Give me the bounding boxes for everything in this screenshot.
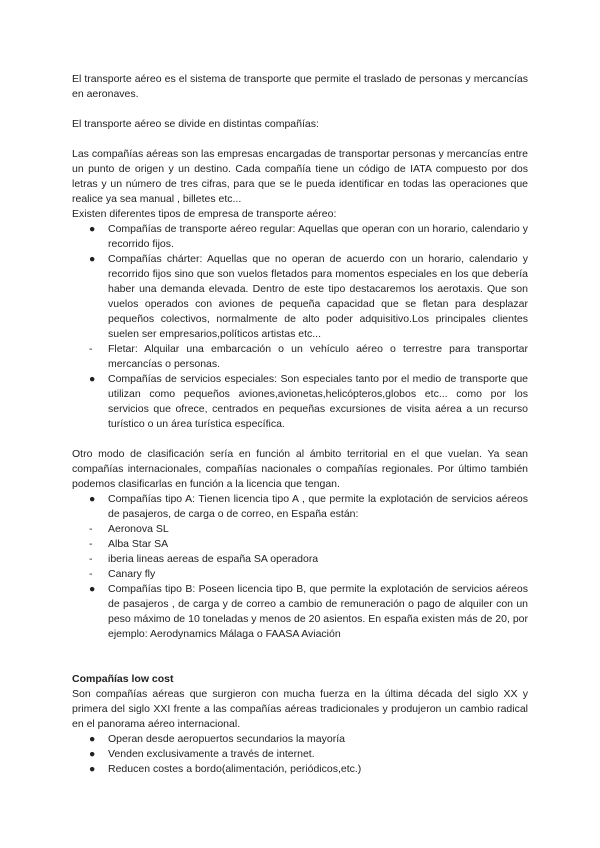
list-item-text: Compañías chárter: Aquellas que no operan de acuerdo con un horario, calendario y recorrido fijos sino que son vuelos fletados para momentos especiales en los que debería haber una demanda elevada. Dentro de este tipo destacaremos los aerotaxis. Que son vuelos operados con aviones de pequeña capacidad que se fletan para desplazar pequeños colectivos, normalmente de alto poder adquisitivo.Los principales clientes suelen ser empresarios,políticos artistas etc... (108, 253, 528, 340)
spacer (72, 642, 528, 657)
bullet-marker: ● (89, 733, 96, 745)
dash-marker: - (89, 343, 93, 355)
list-item (72, 582, 528, 642)
list-item-text: Operan desde aeropuertos secundarios la mayoría (108, 733, 345, 745)
spacer (72, 102, 528, 117)
spacer (72, 132, 528, 147)
list-item (72, 372, 528, 432)
dash-marker: - (89, 538, 93, 550)
list-item-text: Reducen costes a bordo(alimentación, periódicos,etc.) (108, 763, 362, 775)
list-item-text: Compañías de transporte aéreo regular: Aquellas que operan con un horario, calendario y recorrido fijos. (108, 223, 528, 250)
spacer (72, 657, 528, 672)
list-item (72, 222, 528, 252)
bullet-marker: ● (89, 223, 96, 235)
list-item (72, 492, 528, 522)
list-item-text: Aeronova SL (108, 523, 169, 535)
classification-paragraph: Otro modo de clasificación sería en función al ámbito territorial en el que vuelan. Ya sean compañías internacionales, compañías nacionales o compañías regionales. Por último también podemos clasificarlas en función a la licencia que tengan. (72, 448, 528, 490)
list-item (72, 552, 528, 567)
intro-paragraph-2: El transporte aéreo se divide en distintas compañías: (72, 118, 319, 130)
list-item (72, 342, 528, 372)
list-item-text: Compañías de servicios especiales: Son especiales tanto por el medio de transporte que utilizan como pequeños aviones,avionetas,helicópteros,globos etc... como por los servicios que ofrece, centrados en pequeñas excursiones de visita aérea a un recurso turístico o un área turística específica. (108, 373, 528, 430)
spacer (72, 432, 528, 447)
dash-marker: - (89, 568, 93, 580)
list-item (72, 252, 528, 342)
list-item (72, 522, 528, 537)
list-item (72, 747, 528, 762)
list-item (72, 732, 528, 747)
list-item-text: Alba Star SA (108, 538, 169, 550)
list-item-text: Fletar: Alquilar una embarcación o un vehículo aéreo o terrestre para transportar mercancías o personas. (108, 343, 528, 370)
lowcost-list (72, 732, 528, 777)
list-item-text: Compañías tipo A: Tienen licencia tipo A , que permite la explotación de servicios aéreos de pasajeros, de carga o de correo, en España están: (108, 493, 528, 520)
list-item (72, 567, 528, 582)
list-item (72, 537, 528, 552)
bullet-marker: ● (89, 373, 96, 385)
bullet-marker: ● (89, 493, 96, 505)
list-item-text: Compañías tipo B: Poseen licencia tipo B, que permite la explotación de servicios aéreos de pasajeros , de carga y de correo a cambio de remuneración o pago de alquiler con un peso máximo de 10 toneladas y menos de 20 asientos. En españa existen más de 20, por ejemplo: Aerodynamics Málaga o FAASA Aviación (108, 583, 528, 640)
bullet-marker: ● (89, 763, 96, 775)
bullet-marker: ● (89, 748, 96, 760)
list-item-text: Venden exclusivamente a través de internet. (108, 748, 315, 760)
intro-paragraph-1: El transporte aéreo es el sistema de transporte que permite el traslado de personas y mercancías en aeronaves. (72, 73, 528, 100)
lowcost-heading: Compañías low cost (72, 673, 174, 685)
dash-marker: - (89, 523, 93, 535)
list-item (72, 762, 528, 777)
intro-paragraph-3: Las compañías aéreas son las empresas encargadas de transportar personas y mercancías entre un punto de origen y un destino. Cada compañía tiene un código de IATA compuesto por dos letras y un número de tres cifras, para que se le pueda identificar en todas las operaciones que realice ya sea manual , billetes etc... (72, 148, 528, 205)
bullet-marker: ● (89, 583, 96, 595)
bullet-marker: ● (89, 253, 96, 265)
list-item-text: iberia lineas aereas de españa SA operadora (108, 553, 319, 565)
lowcost-paragraph: Son compañías aéreas que surgieron con mucha fuerza en la última década del siglo XX y primera del siglo XXI frente a las compañías aéreas tradicionales y produjeron un cambio radical en el panorama aéreo internacional. (72, 688, 528, 730)
license-types-list (72, 492, 528, 642)
list-item-text: Canary fly (108, 568, 156, 580)
document-body (72, 72, 528, 777)
intro-paragraph-4: Existen diferentes tipos de empresa de transporte aéreo: (72, 208, 337, 220)
airline-types-list (72, 222, 528, 432)
dash-marker: - (89, 553, 93, 565)
